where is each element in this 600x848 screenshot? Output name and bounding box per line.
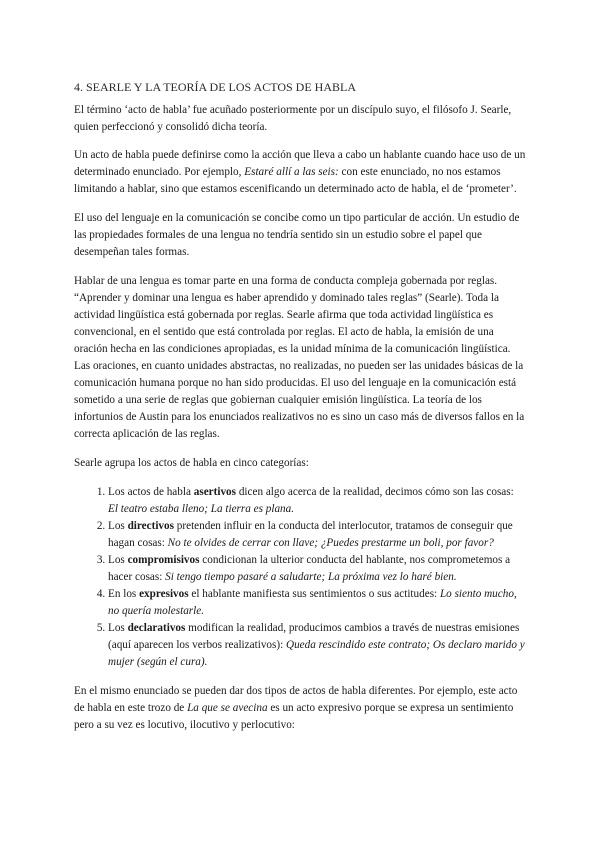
item-text: Los xyxy=(108,520,128,532)
item-example: No te olvides de cerrar con llave; ¿Puedes prestarme un boli, por favor? xyxy=(167,537,494,549)
list-item xyxy=(108,518,526,552)
item-text: dicen algo acerca de la realidad, decimos cómo son las cosas: xyxy=(236,486,514,498)
list-item xyxy=(108,620,526,671)
categories-list xyxy=(74,484,526,671)
item-text: Los xyxy=(108,554,128,566)
categories-intro-text: Searle agrupa los actos de habla en cinco categorías: xyxy=(74,457,309,469)
item-term: asertivos xyxy=(193,486,237,498)
paragraph-intro xyxy=(74,102,526,136)
paragraph-categories-intro xyxy=(74,455,526,472)
item-example: El teatro estaba lleno; La tierra es plana. xyxy=(108,503,295,515)
item-text: Los xyxy=(108,622,128,634)
paragraph-example xyxy=(74,683,526,734)
definition-text-b: con este enunciado, no nos estamos limitando a hablar, sino que estamos escenificando un determinado acto de habla, el de ‘prometer’. xyxy=(74,166,517,195)
example-text-a: En el mismo enunciado se pueden dar dos tipos de actos de habla diferentes. Por ejemplo, este acto de habla en este trozo de xyxy=(74,685,518,714)
item-example: Lo siento mucho, no quería molestarle. xyxy=(108,588,517,617)
paragraph-rules xyxy=(74,273,526,443)
item-term: expresivos xyxy=(139,588,189,600)
item-text: el hablante manifiesta sus sentimientos o sus actitudes: xyxy=(188,588,440,600)
item-term: compromisivos xyxy=(127,554,200,566)
item-example: Queda rescindido este contrato; Os declaro marido y mujer (según el cura). xyxy=(108,639,525,668)
paragraph-definition xyxy=(74,147,526,198)
list-item xyxy=(108,484,526,518)
item-term: declarativos xyxy=(127,622,186,634)
example-text-b: es un acto expresivo porque se expresa un sentimiento pero a su vez es locutivo, ilocutivo y perlocutivo: xyxy=(74,702,514,731)
item-text: modifican la realidad, producimos cambios a través de nuestras emisiones (aquí aparecen los verbos realizativos): xyxy=(108,622,520,651)
item-text: Los actos de habla xyxy=(108,486,194,498)
item-term: directivos xyxy=(127,520,174,532)
rules-text: Hablar de una lengua es tomar parte en una forma de conducta compleja gobernada por reglas. “Aprender y dominar una lengua es haber aprendido y dominado tales reglas” (Searle). Toda la actividad lingüística está gobernada por reglas. Searle afirma que toda actividad lingüística es convencional, en el sentido que está controlada por reglas. El acto de habla, la emisión de una oración hecha en las condiciones apropiadas, es la unidad mínima de la comunicación lingüística. Las oraciones, en cuanto unidades abstractas, no realizadas, no pueden ser las unidades básicas de la comunicación humana porque no han sido producidas. El uso del lenguaje en la comunicación está sometido a una serie de reglas que gobiernan cualquier emisión lingüística. La teoría de los infortunios de Austin para los enunciados realizativos no es sino un caso más de diversos fallos en la correcta aplicación de las reglas. xyxy=(74,275,525,440)
list-item xyxy=(108,586,526,620)
item-example: Si tengo tiempo pasaré a saludarte; La próxima vez lo haré bien. xyxy=(165,571,457,583)
list-item xyxy=(108,552,526,586)
paragraph-use xyxy=(74,210,526,261)
intro-text: El término ‘acto de habla’ fue acuñado posteriormente por un discípulo suyo, el filósofo J. Searle, quien perfeccionó y consolidó dicha teoría. xyxy=(74,104,512,133)
item-text: pretenden influir en la conducta del interlocutor, tratamos de conseguir que hagan cosas: xyxy=(108,520,513,549)
example-title: La que se avecina xyxy=(187,702,268,714)
definition-example: Estaré allí a las seis: xyxy=(244,166,339,178)
item-text: condicionan la ulterior conducta del hablante, nos comprometemos a hacer cosas: xyxy=(108,554,511,583)
use-text: El uso del lenguaje en la comunicación se concibe como un tipo particular de acción. Un estudio de las propiedades formales de una lengua no tendría sentido sin un estudio sobre el papel que desempeñan tales formas. xyxy=(74,212,520,258)
section-title: 4. SEARLE Y LA TEORÍA DE LOS ACTOS DE HABLA xyxy=(74,80,357,94)
document-body xyxy=(74,78,526,746)
item-text: En los xyxy=(108,588,140,600)
definition-text-a: Un acto de habla puede definirse como la acción que lleva a cabo un hablante cuando hace uso de un determinado enunciado. Por ejemplo, xyxy=(74,149,526,178)
